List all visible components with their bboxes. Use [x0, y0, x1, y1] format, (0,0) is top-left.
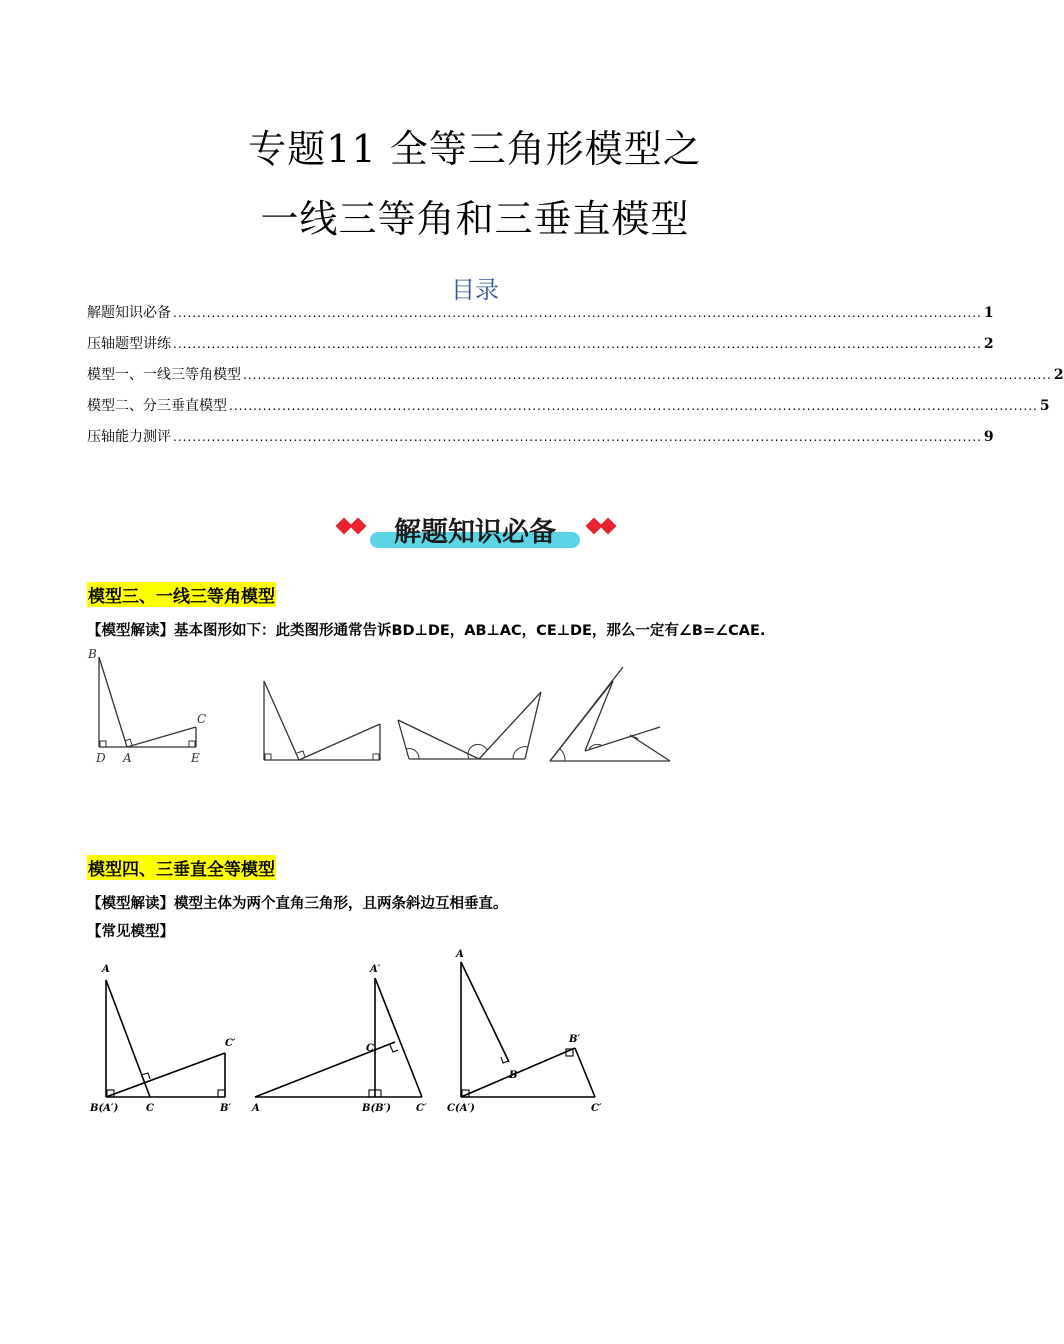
- label-c-prime: C′: [591, 1103, 602, 1114]
- toc-leader-dots: ........................................................................................................................................................................: [243, 368, 1052, 382]
- label-c: C: [366, 1043, 374, 1054]
- table-of-contents: [87, 302, 1064, 457]
- label-c-a-prime: C(A′): [447, 1103, 475, 1114]
- label-a: A: [456, 949, 464, 960]
- toc-leader-dots: ........................................................................................................................................................................: [173, 306, 982, 320]
- model-4-explanation: 【模型解读】模型主体为两个直角三角形，且两条斜边互相垂直。: [87, 896, 508, 912]
- toc-item-page: 2: [983, 336, 994, 352]
- toc-item-page: 2: [1053, 367, 1064, 383]
- label-c: C: [197, 712, 207, 726]
- figure-obtuse-angle-variant: [395, 688, 545, 763]
- common-models-subheading: 【常见模型】: [87, 924, 174, 940]
- toc-item[interactable]: [87, 395, 1050, 426]
- label-a: A: [252, 1103, 260, 1114]
- figure-basic-one-line-three-angles: [85, 645, 215, 770]
- label-b-b-prime: B(B′): [362, 1103, 392, 1114]
- label-b-prime: B′: [569, 1034, 581, 1045]
- toc-leader-dots: ........................................................................................................................................................................: [173, 430, 982, 444]
- section-banner: [330, 510, 620, 552]
- toc-item-page: 1: [983, 305, 994, 321]
- model-3-explanation: 【模型解读】基本图形如下：此类图形通常告诉BD⊥DE，AB⊥AC，CE⊥DE，那么一定有∠B=∠CAE.: [87, 623, 766, 639]
- toc-item-label: 压轴能力测评: [87, 429, 171, 445]
- toc-item-label: 模型二、分三垂直模型: [87, 398, 227, 414]
- toc-item-label: 压轴题型讲练: [87, 336, 171, 352]
- toc-leader-dots: ........................................................................................................................................................................: [173, 337, 982, 351]
- toc-heading: 目录: [451, 276, 499, 304]
- toc-item-page: 5: [1039, 398, 1050, 414]
- toc-item-label: 模型一、一线三等角模型: [87, 367, 241, 383]
- document-title-line-1: 专题11 全等三角形模型之: [248, 127, 702, 171]
- label-e: E: [191, 751, 200, 765]
- banner-text: 解题知识必备: [394, 517, 556, 548]
- toc-item[interactable]: [87, 302, 994, 333]
- label-d: D: [96, 751, 106, 765]
- toc-item[interactable]: [87, 426, 994, 457]
- figure-acute-angle-variant: [545, 665, 675, 767]
- label-c-prime: C′: [225, 1038, 236, 1049]
- label-b-prime: B′: [220, 1103, 232, 1114]
- label-a: A: [123, 751, 132, 765]
- toc-item[interactable]: [87, 364, 1064, 395]
- label-c: C: [146, 1103, 154, 1114]
- figure-three-perpendicular-1: [88, 960, 248, 1120]
- toc-item[interactable]: [87, 333, 994, 364]
- toc-leader-dots: ........................................................................................................................................................................: [229, 399, 1038, 413]
- label-c-prime: C′: [416, 1103, 427, 1114]
- label-b: B: [509, 1070, 518, 1081]
- label-a-prime: A′: [370, 964, 381, 975]
- toc-item-label: 解题知识必备: [87, 305, 171, 321]
- section-heading-model-3: 模型三、一线三等角模型: [87, 582, 276, 607]
- document-title-line-2: 一线三等角和三垂直模型: [260, 197, 690, 241]
- label-b: B: [88, 647, 97, 661]
- label-a: A: [102, 964, 110, 975]
- figure-three-perpendicular-2: [250, 960, 440, 1120]
- section-heading-model-4: 模型四、三垂直全等模型: [87, 855, 276, 880]
- figure-right-angle-variant: [260, 677, 385, 767]
- figure-three-perpendicular-3: [445, 945, 615, 1120]
- label-b-a-prime: B(A′): [90, 1103, 119, 1114]
- toc-item-page: 9: [983, 429, 994, 445]
